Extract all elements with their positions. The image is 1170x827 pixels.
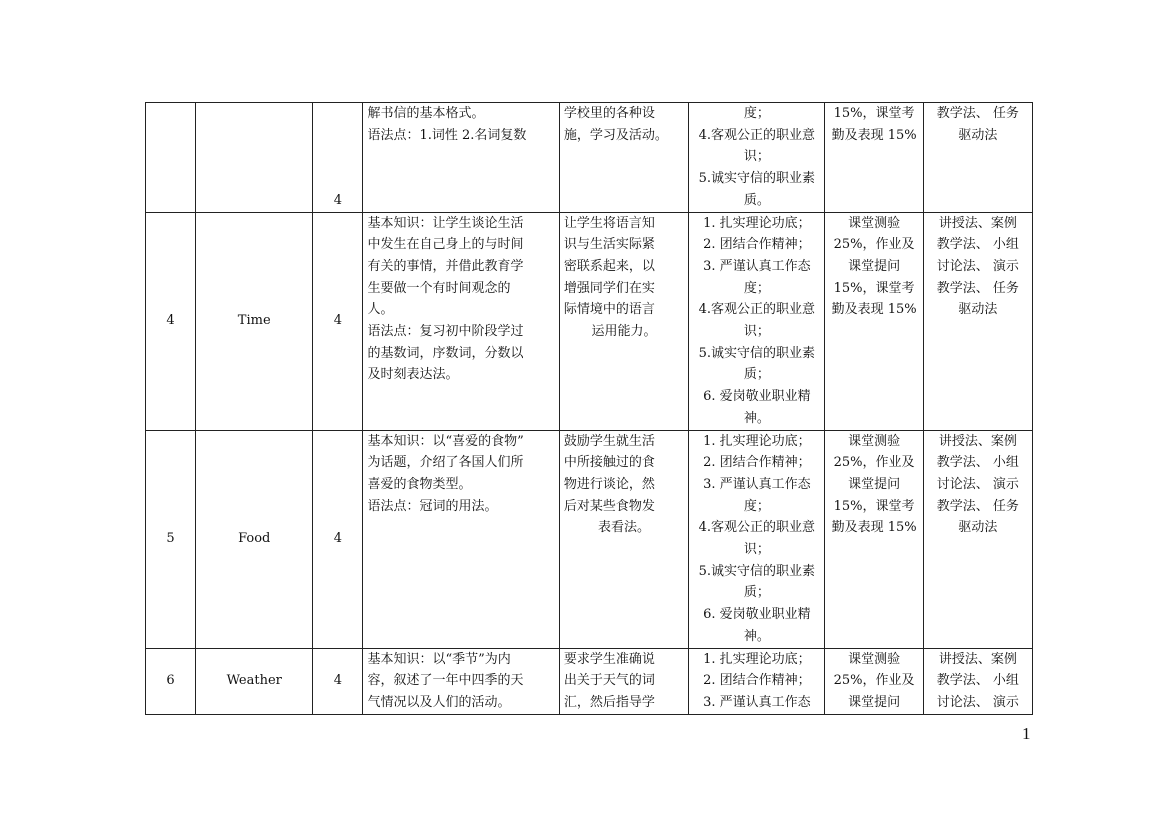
table-row [146,212,1033,430]
hours-cell: 4 [313,648,363,714]
ideology-cell: 1. 扎实理论功底； 2. 团结合作精神； 3. 严谨认真工作态 度； 4.客观公正的职业意 识； 5.诚实守信的职业素 质； 6. 爱岗敬业职业精 神。 [689,212,825,430]
goal-cell: 学校里的各种设 施，学习及活动。 [559,103,688,213]
ideology-cell: 1. 扎实理论功底； 2. 团结合作精神； 3. 严谨认真工作态 [689,648,825,714]
assessment-cell: 课堂测验 25%，作业及 课堂提问 15%，课堂考 勤及表现 15% [825,430,923,648]
content-cell: 基本知识：以“季节”为内 容，叙述了一年中四季的天 气情况以及人们的活动。 [363,648,559,714]
unit-title-cell [196,103,313,213]
unit-title-cell: Time [196,212,313,430]
assessment-cell: 课堂测验 25%，作业及 课堂提问 15%，课堂考 勤及表现 15% [825,212,923,430]
methods-cell: 讲授法、案例 教学法、 小组 讨论法、 演示 [923,648,1032,714]
content-cell: 基本知识：让学生谈论生活 中发生在自己身上的与时间 有关的事情，并借此教育学 生要做一个有时间观念的 人。 语法点：复习初中阶段学过 的基数词，序数词，分数以 及时刻表达法。 [363,212,559,430]
ideology-cell: 1. 扎实理论功底； 2. 团结合作精神； 3. 严谨认真工作态 度； 4.客观公正的职业意 识； 5.诚实守信的职业素 质； 6. 爱岗敬业职业精 神。 [689,430,825,648]
unit-number-cell: 4 [146,212,196,430]
goal-cell: 鼓励学生就生活 中所接触过的食 物进行谈论，然 后对某些食物发 表看法。 [559,430,688,648]
methods-cell: 教学法、 任务 驱动法 [923,103,1032,213]
content-cell: 基本知识：以“喜爱的食物” 为话题，介绍了各国人们所 喜爱的食物类型。 语法点：冠词的用法。 [363,430,559,648]
methods-cell: 讲授法、案例 教学法、 小组 讨论法、 演示 教学法、 任务 驱动法 [923,430,1032,648]
table-row [146,430,1033,648]
table-row [146,648,1033,714]
hours-cell: 4 [313,212,363,430]
ideology-cell: 度； 4.客观公正的职业意 识； 5.诚实守信的职业素 质。 [689,103,825,213]
content-cell: 解书信的基本格式。 语法点：1.词性 2.名词复数 [363,103,559,213]
goal-cell: 要求学生准确说 出关于天气的词 汇，然后指导学 [559,648,688,714]
unit-number-cell [146,103,196,213]
table-row [146,103,1033,213]
syllabus-table [145,102,1033,715]
assessment-cell: 课堂测验 25%，作业及 课堂提问 [825,648,923,714]
goal-cell: 让学生将语言知 识与生活实际紧 密联系起来，以 增强同学们在实 际情境中的语言 运用能力。 [559,212,688,430]
unit-number-cell: 6 [146,648,196,714]
page-number: 1 [1022,724,1031,743]
unit-number-cell: 5 [146,430,196,648]
unit-title-cell: Food [196,430,313,648]
hours-cell: 4 [313,430,363,648]
methods-cell: 讲授法、案例 教学法、 小组 讨论法、 演示 教学法、 任务 驱动法 [923,212,1032,430]
hours-cell: 4 [313,103,363,213]
unit-title-cell: Weather [196,648,313,714]
assessment-cell: 15%，课堂考 勤及表现 15% [825,103,923,213]
